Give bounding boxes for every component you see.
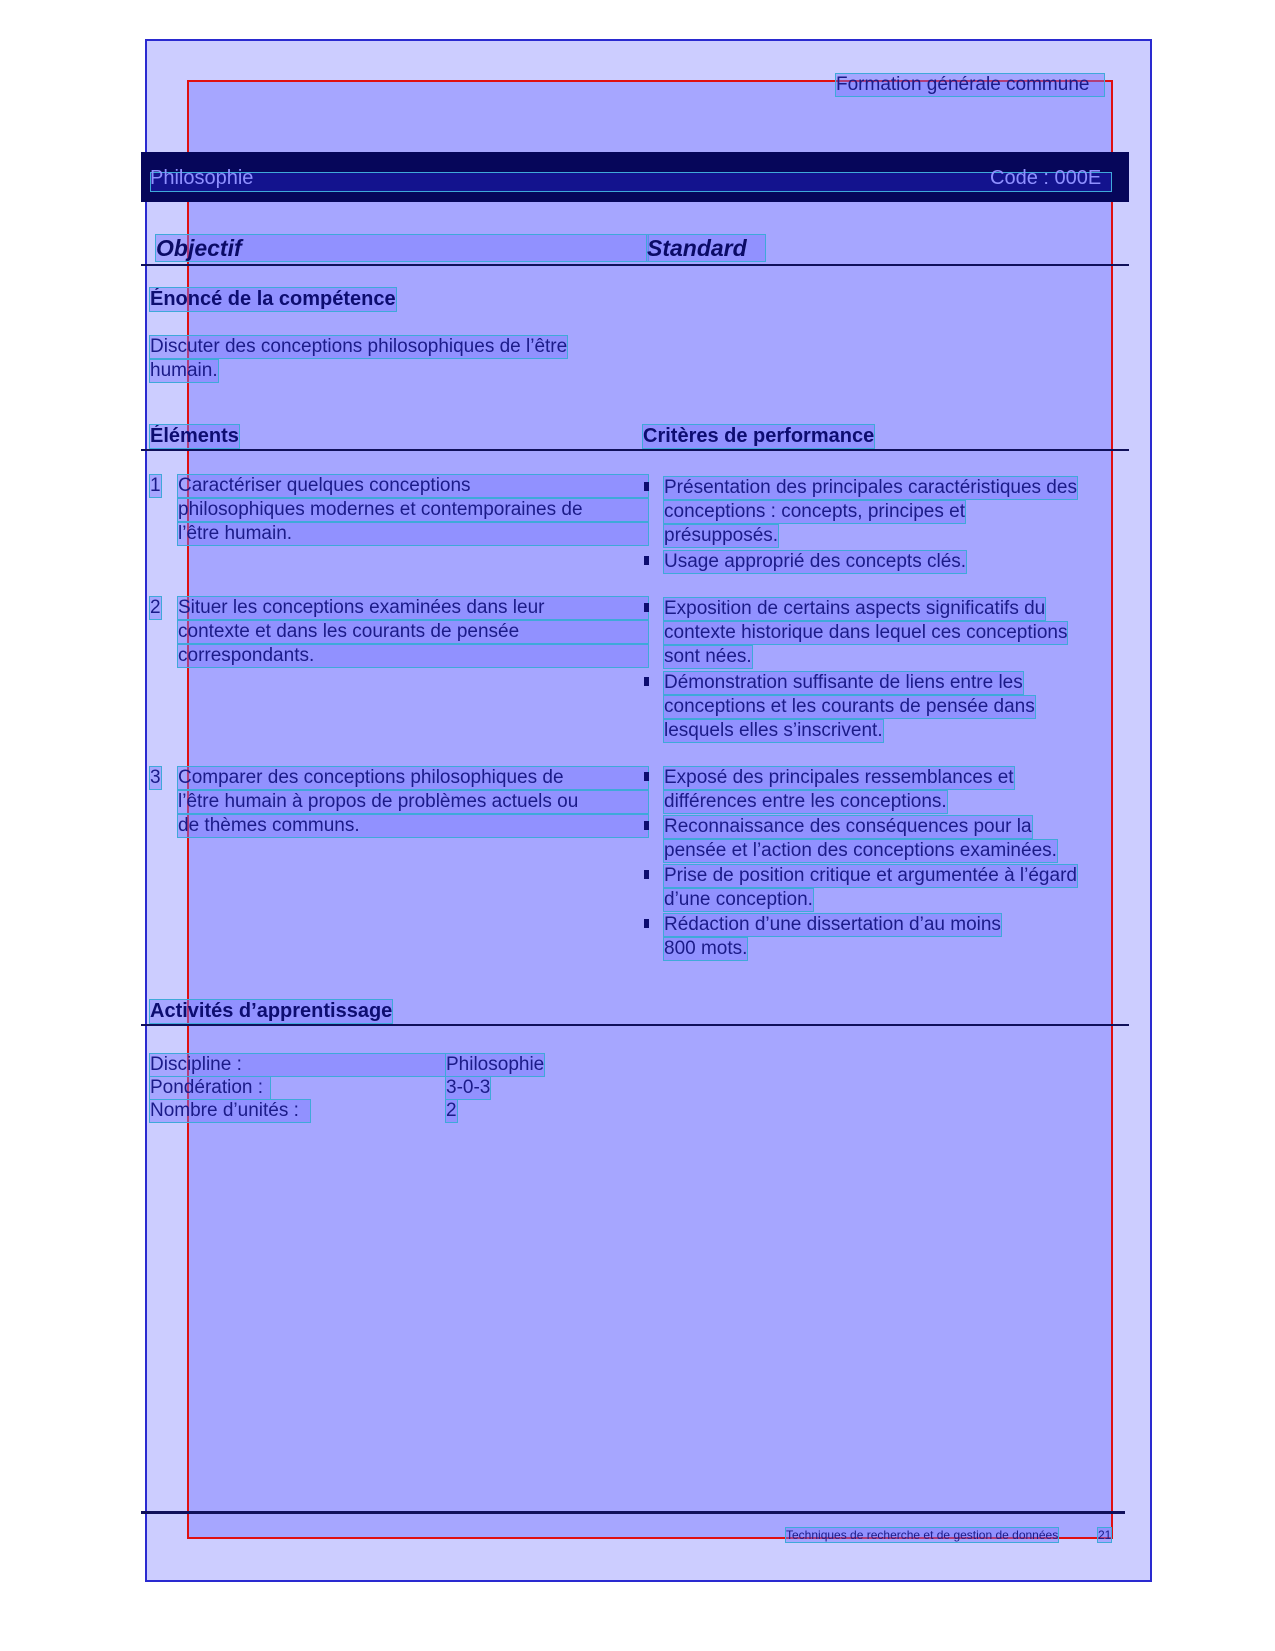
criterion-line: Reconnaissance des conséquences pour la	[664, 816, 1032, 837]
element-line: Caractériser quelques conceptions	[178, 475, 648, 497]
element-line: correspondants.	[178, 645, 648, 667]
bullet-icon	[644, 821, 649, 830]
criterion-line: Exposé des principales ressemblances et	[664, 767, 1014, 788]
heading-rule	[141, 264, 1129, 266]
ponderation-value: 3-0-3	[446, 1077, 491, 1098]
bullet-icon	[644, 772, 649, 781]
criterion-line: 800 mots.	[664, 938, 748, 959]
elements-rule	[141, 449, 1129, 451]
bullet-icon	[644, 482, 649, 491]
program-header: Formation générale commune	[836, 74, 1104, 96]
element-line: Situer les conceptions examinées dans leur	[178, 597, 648, 619]
activities-title: Activités d’apprentissage	[150, 1000, 393, 1022]
criterion-line: conceptions : concepts, principes et	[664, 501, 966, 522]
criterion-line: Présentation des principales caractéristiques des	[664, 477, 1077, 498]
footer-text: Techniques de recherche et de gestion de données	[786, 1528, 1059, 1542]
criterion-line: Démonstration suffisante de liens entre les	[664, 672, 1023, 693]
criterion-line: pensée et l’action des conceptions examinées.	[664, 840, 1057, 861]
competency-line-1: Discuter des conceptions philosophiques de l’être	[150, 336, 568, 357]
criterion-line: contexte historique dans lequel ces conceptions	[664, 622, 1068, 643]
criterion-line: Usage approprié des concepts clés.	[664, 551, 967, 572]
subject-title: Philosophie	[150, 167, 254, 189]
course-code: Code : 000E	[990, 167, 1102, 189]
competency-title: Énoncé de la compétence	[150, 288, 396, 310]
ponderation-label: Pondération :	[150, 1077, 270, 1099]
bullet-icon	[644, 919, 649, 928]
elements-title: Éléments	[150, 425, 239, 447]
element-line: Comparer des conceptions philosophiques de	[178, 767, 648, 789]
element-line: philosophiques modernes et contemporaines de	[178, 499, 648, 521]
element-line: l’être humain à propos de problèmes actuels ou	[178, 791, 648, 813]
criteria-title: Critères de performance	[643, 425, 875, 447]
criterion-line: présupposés.	[664, 525, 779, 546]
element-number: 3	[150, 767, 161, 788]
criterion-line: différences entre les conceptions.	[664, 791, 947, 812]
discipline-value: Philosophie	[446, 1054, 545, 1075]
criterion-line: conceptions et les courants de pensée dans	[664, 696, 1035, 717]
element-line: l’être humain.	[178, 523, 648, 545]
criterion-line: Rédaction d’une dissertation d’au moins	[664, 914, 1001, 935]
bullet-icon	[644, 677, 649, 686]
criterion-line: Exposition de certains aspects significatifs du	[664, 598, 1046, 619]
criterion-line: d’une conception.	[664, 889, 813, 910]
bullet-icon	[644, 870, 649, 879]
criterion-line: sont nées.	[664, 646, 752, 667]
element-number: 2	[150, 597, 161, 618]
units-value: 2	[446, 1100, 457, 1121]
element-line: contexte et dans les courants de pensée	[178, 621, 648, 643]
element-number: 1	[150, 475, 161, 496]
bullet-icon	[644, 603, 649, 612]
discipline-label: Discipline :	[150, 1054, 445, 1076]
criterion-line: lesquels elles s’inscrivent.	[664, 720, 883, 741]
title-bar-strip	[150, 172, 1112, 192]
page-number: 21	[1098, 1528, 1112, 1542]
objective-heading: Objectif	[156, 235, 648, 261]
standard-heading: Standard	[647, 235, 765, 261]
criterion-line: Prise de position critique et argumentée à l’égard	[664, 865, 1077, 886]
element-line: de thèmes communs.	[178, 815, 648, 837]
bullet-icon	[644, 556, 649, 565]
footer-rule	[141, 1511, 1125, 1514]
competency-line-2: humain.	[150, 360, 218, 381]
activities-rule	[141, 1024, 1129, 1026]
units-label: Nombre d’unités :	[150, 1100, 310, 1122]
